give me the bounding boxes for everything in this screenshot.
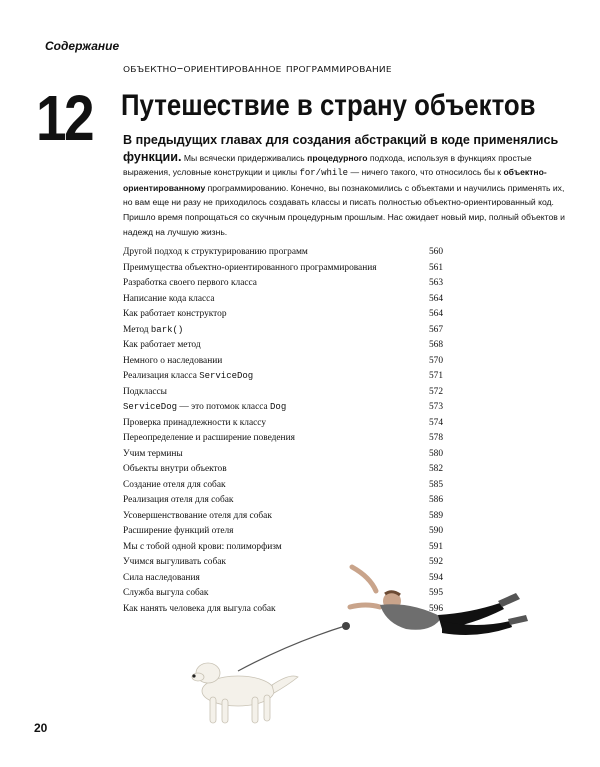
toc-title: Переопределение и расширение поведения [123,433,295,443]
toc-entry[interactable] [123,261,443,277]
toc-page: 564 [428,309,443,319]
toc-entry[interactable] [123,431,443,447]
table-of-contents [123,245,443,617]
toc-page: 568 [428,340,443,350]
toc-title: Усовершенствование отеля для собак [123,510,272,521]
toc-page: 574 [428,417,443,428]
toc-page: 572 [428,386,443,397]
toc-title: Сила наследования [123,572,200,583]
toc-entry[interactable] [123,447,443,463]
toc-entry[interactable] [123,323,443,339]
toc-entry[interactable] [123,369,443,385]
toc-page: 589 [428,510,443,521]
toc-page: 564 [428,293,443,304]
intro-text: программированию. Конечно, вы познакомились с объектами и научились применять их, но вам еще ни разу не приходилось создавать классы и писать полностью объектно-ориентированный код. Пришло время попрощаться со скучным процедурным прошлым. Нас ожидает новый мир, полный объектов и надежд на лучшую жизнь. [123,182,565,237]
toc-title: Как нанять человека для выгула собак [123,603,276,614]
toc-title: Служба выгула собак [123,588,209,598]
toc-title: Немного о наследовании [123,355,223,366]
toc-page: 570 [428,355,443,366]
intro-text: — ничего такого, что относилось бы к [348,167,504,178]
chapter-number: 12 [36,82,93,154]
toc-title: Метод [123,324,151,335]
toc-title: Объекты внутри объектов [123,464,227,474]
chapter-title: Путешествие в страну объектов [121,89,536,122]
toc-page: 578 [428,433,443,443]
chapter-kicker: объектно–ориентированное программирование [123,62,392,76]
intro-lead: В предыдущих главах для создания абстракций в коде применялись функции. [123,133,559,164]
page-number: 20 [34,721,48,735]
intro-text: Мы всячески придерживались [181,152,308,163]
toc-entry[interactable] [123,245,443,261]
toc-page: 591 [428,541,443,552]
toc-entry[interactable] [123,478,443,494]
toc-page: 595 [428,588,443,598]
toc-page: 586 [428,495,443,505]
toc-code: bark() [150,324,184,335]
toc-page: 567 [428,324,443,335]
toc-entry[interactable] [123,276,443,292]
toc-code: ServiceDog [199,371,254,381]
toc-page: 596 [428,603,443,614]
toc-page: 582 [428,464,443,474]
toc-entry[interactable] [123,338,443,354]
toc-code: Dog [270,402,287,412]
toc-page: 592 [428,557,443,567]
toc-title: Написание кода класса [123,293,215,304]
chapter-intro [123,132,565,239]
toc-page: 560 [428,247,443,257]
toc-code: ServiceDog [123,402,178,412]
toc-entry[interactable] [123,524,443,540]
toc-entry[interactable] [123,416,443,432]
toc-entry[interactable] [123,462,443,478]
toc-title: — это потомок класса [177,402,271,412]
toc-page: 590 [428,526,443,536]
toc-entry[interactable] [123,354,443,370]
intro-emphasis: процедурного [307,152,368,163]
toc-page: 561 [428,262,443,273]
toc-title: Преимущества объектно-ориентированного программирования [123,262,377,273]
toc-title: Мы с тобой одной крови: полиморфизм [123,541,282,552]
toc-entry[interactable] [123,385,443,401]
toc-title: Подклассы [123,386,167,397]
toc-title: Создание отеля для собак [123,479,226,490]
toc-title: Расширение функций отеля [123,526,234,536]
toc-page: 563 [428,278,443,288]
toc-entry[interactable] [123,292,443,308]
toc-entry[interactable] [123,307,443,323]
intro-emphasis: объектно-ориентированному [123,167,547,193]
running-header: Содержание [45,39,120,53]
toc-entry[interactable] [123,400,443,416]
toc-title: Реализация класса [123,371,200,381]
toc-title: Разработка своего первого класса [123,278,257,288]
toc-page: 580 [428,448,443,459]
man-walking-dog-illustration [180,563,540,733]
intro-code: for/while [299,168,349,179]
toc-page: 571 [428,371,443,381]
toc-title: Другой подход к структурированию программ [123,247,308,257]
intro-text: подхода, используя в функциях простые выражения, условные конструкции и циклы [123,152,532,178]
toc-entry[interactable] [123,509,443,525]
toc-page: 573 [428,402,443,412]
toc-page: 585 [428,479,443,490]
toc-entry[interactable] [123,540,443,556]
toc-title: Как работает конструктор [123,309,227,319]
toc-title: Учим термины [123,448,183,459]
toc-title: Учимся выгуливать собак [123,557,226,567]
toc-title: Как работает метод [123,340,201,350]
toc-page: 594 [428,572,443,583]
toc-entry[interactable] [123,493,443,509]
toc-title: Реализация отеля для собак [123,495,234,505]
toc-title: Проверка принадлежности к классу [123,417,267,428]
